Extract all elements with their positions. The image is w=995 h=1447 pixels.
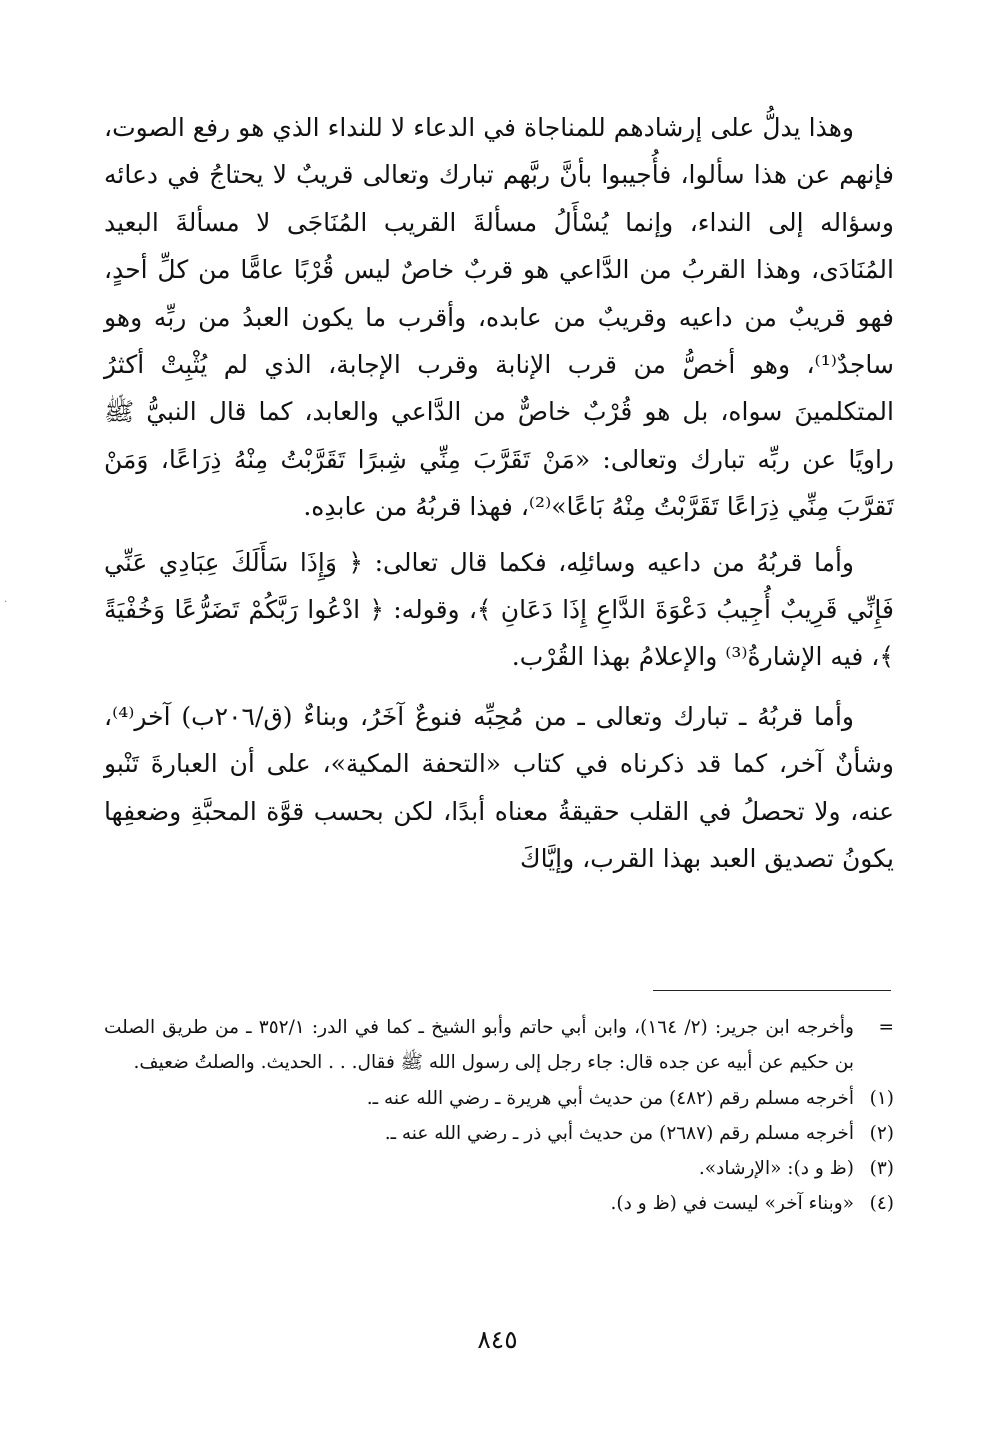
continuation-marker: = bbox=[878, 1017, 894, 1038]
footnote-number: (٣) bbox=[869, 1158, 894, 1180]
footnote-separator bbox=[653, 990, 891, 991]
footnote-text: «وبناء آخر» ليست في (ظ و د). bbox=[610, 1193, 854, 1215]
footnote-continuation bbox=[104, 1010, 894, 1081]
footnote-text: (ظ و د): «الإرشاد». bbox=[698, 1158, 854, 1180]
footnote-text: أخرجه مسلم رقم (٤٨٢) من حديث أبي هريرة ـ رضي الله عنه ـ. bbox=[366, 1087, 854, 1109]
main-text bbox=[104, 104, 894, 883]
footnote-1 bbox=[104, 1081, 894, 1116]
footnote-number: (١) bbox=[869, 1087, 894, 1109]
scan-speck: · bbox=[4, 597, 8, 608]
footnote-text: أخرجه مسلم رقم (٢٦٨٧) من حديث أبي ذر ـ رضي الله عنه ـ. bbox=[384, 1122, 854, 1144]
continuation-text: وأخرجه ابن جرير: (٢/ ١٦٤)، وابن أبي حاتم وأبو الشيخ ـ كما في الدر: ٣٥٢/١ ـ من طريق الصلت بن حكيم عن أبيه عن جده قال: جاء رجل إلى رسول الله ﷺ فقال. . . الحديث. والصلتُ ضعيف. bbox=[104, 1017, 854, 1074]
page-number: ٨٤٥ bbox=[477, 1325, 518, 1354]
paragraph-3: وأما قربُهُ ـ تبارك وتعالى ـ من مُحِبِّه فنوعٌ آخَرُ، وبناءٌ (ق/٢٠٦ب) آخر⁽⁴⁾، وشأنٌ آخر، كما قد ذكرناه في كتاب «التحفة المكية»، على أن العبارةَ تَنْبو عنه، ولا تحصلُ في القلب حقيقةُ معناه أبدًا، لكن بحسب قوَّة المحبَّةِ وضعفِها يكونُ تصديق العبد بهذا القرب، وإيَّاكَ bbox=[104, 701, 894, 874]
footnote-number: (٤) bbox=[869, 1193, 894, 1215]
footnote-4 bbox=[104, 1186, 894, 1221]
paragraph-1: وهذا يدلُّ على إرشادهم للمناجاة في الدعاء لا للنداء الذي هو رفع الصوت، فإنهم عن هذا سألوا، فأُجيبوا بأنَّ ربَّهم تبارك وتعالى قريبٌ لا يحتاجُ في دعائه وسؤاله إلى النداء، وإنما يُسْأَلُ مسألةَ القريب المُنَاجَى لا مسألةَ البعيد المُنَادَى، وهذا القربُ من الدَّاعي هو قربٌ خاصٌ ليس قُرْبًا عامًّا من كلِّ أحدٍ، فهو قريبٌ من داعيه وقريبٌ من عابده، وأقرب ما يكون العبدُ من ربِّه وهو ساجدٌ⁽¹⁾، وهو أخصُّ من قرب الإنابة وقرب الإجابة، الذي لم يُثْبِتْ أكثرُ المتكلمينَ سواه، بل هو قُرْبٌ خاصٌّ من الدَّاعي والعابد، كما قال النبيُّ ﷺ راويًا عن ربِّه تبارك وتعالى: «مَنْ تَقَرَّبَ مِنِّي شِبرًا تَقَرَّبْتُ مِنْهُ ذِرَاعًا، وَمَنْ تَقرَّبَ مِنِّي ذِرَاعًا تَقَرَّبْتُ مِنْهُ بَاعًا»⁽²⁾، فهذا قربُهُ من عابدِه. bbox=[104, 113, 894, 522]
footnote-number: (٢) bbox=[869, 1122, 894, 1144]
footnote-3 bbox=[104, 1151, 894, 1186]
footnote-2 bbox=[104, 1116, 894, 1151]
footnotes bbox=[104, 1010, 894, 1222]
paragraph-2: وأما قربُهُ من داعيه وسائلِه، فكما قال تعالى: ﴿ وَإِذَا سَأَلَكَ عِبَادِي عَنِّي فَإِنِّي قَرِيبٌ أُجِيبُ دَعْوَةَ الدَّاعِ إِذَا دَعَانِ ﴾، وقوله: ﴿ ادْعُوا رَبَّكُمْ تَضَرُّعًا وَخُفْيَةً ﴾، فيه الإشارةُ⁽³⁾ والإعلامُ بهذا القُرْب. bbox=[104, 547, 894, 672]
